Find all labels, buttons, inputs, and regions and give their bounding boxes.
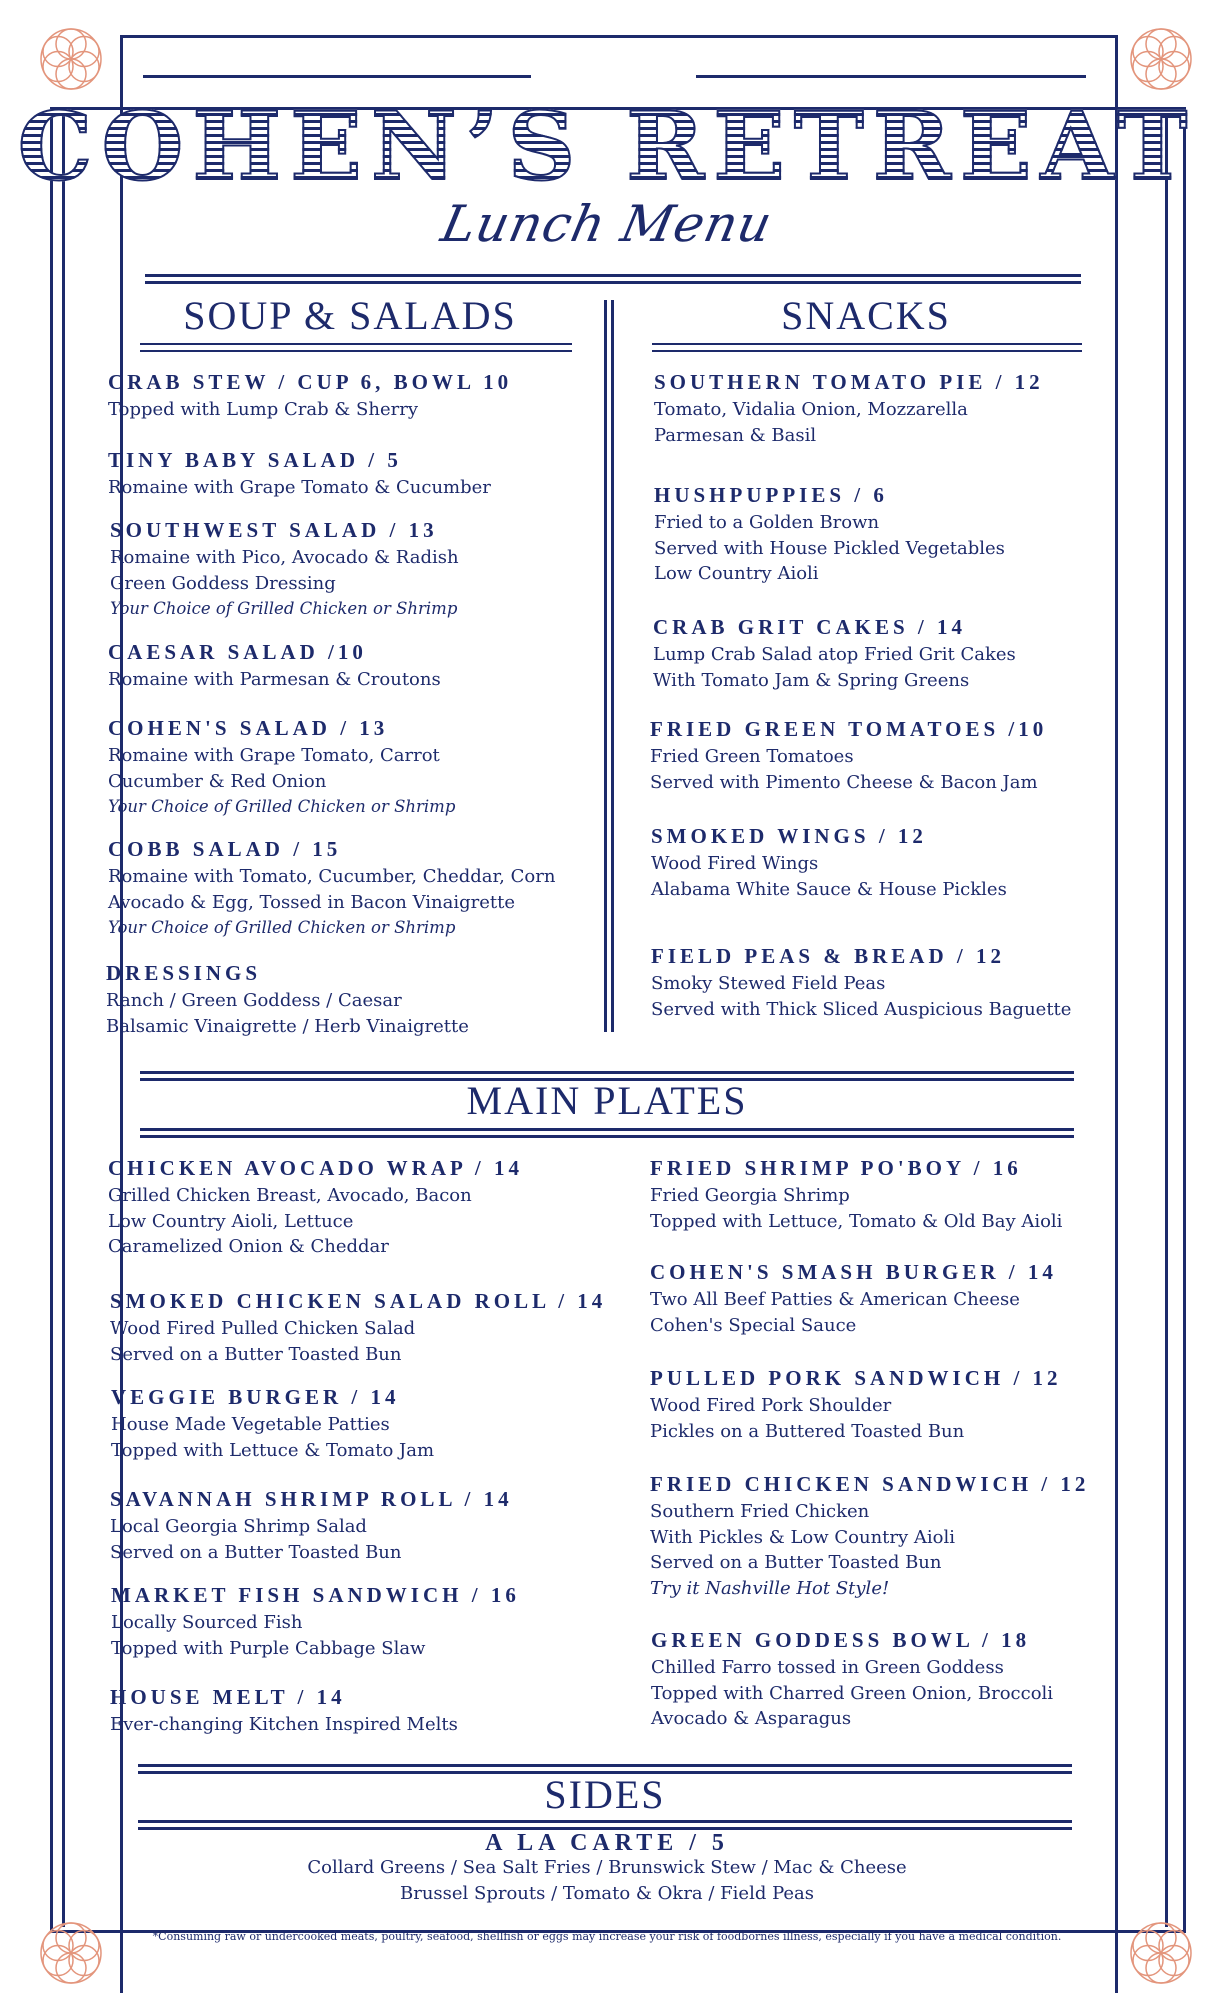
menu-item bbox=[110, 1484, 513, 1565]
divider bbox=[140, 343, 572, 345]
item-description: Low Country Aioli bbox=[654, 563, 819, 584]
menu-item bbox=[110, 1286, 606, 1367]
item-description: Avocado & Asparagus bbox=[651, 1708, 852, 1729]
item-name: SMOKED WINGS / 12 bbox=[651, 824, 927, 848]
sides-heading: A LA CARTE / 5 bbox=[485, 1830, 729, 1856]
item-description: Served with House Pickled Vegetables bbox=[654, 537, 1005, 559]
menu-item bbox=[108, 713, 455, 820]
item-description: Served on a Butter Toasted Bun bbox=[110, 1343, 402, 1365]
header-rule bbox=[143, 75, 531, 78]
item-description: Fried Green Tomatoes bbox=[650, 746, 854, 767]
footer-disclaimer: *Consuming raw or undercooked meats, poultry, seafood, shellfish or eggs may increase your risk of foodbornes illness, especially if you have a medical condition. bbox=[152, 1930, 1062, 1943]
item-name: CHICKEN AVOCADO WRAP / 14 bbox=[108, 1156, 524, 1180]
item-description: Fried to a Golden Brown bbox=[654, 512, 880, 533]
item-name: PULLED PORK SANDWICH / 12 bbox=[650, 1366, 1062, 1390]
section-title-mains: MAIN PLATES bbox=[466, 1078, 748, 1123]
divider bbox=[145, 281, 1081, 284]
sides-list: Collard Greens / Sea Salt Fries / Brunswick Stew / Mac & Cheese bbox=[307, 1857, 907, 1878]
item-name: SOUTHWEST SALAD / 13 bbox=[110, 518, 438, 542]
menu-item bbox=[651, 941, 1071, 1022]
item-name: TINY BABY SALAD / 5 bbox=[108, 448, 402, 472]
item-description: Grilled Chicken Breast, Avocado, Bacon bbox=[108, 1185, 472, 1206]
item-description: Romaine with Grape Tomato, Carrot bbox=[108, 745, 440, 766]
item-name: FRIED GREEN TOMATOES /10 bbox=[650, 717, 1048, 741]
item-name: FRIED CHICKEN SANDWICH / 12 bbox=[650, 1472, 1090, 1496]
menu-item bbox=[108, 1153, 523, 1260]
item-description: Tomato, Vidalia Onion, Mozzarella bbox=[654, 399, 968, 420]
item-description: Parmesan & Basil bbox=[654, 424, 817, 446]
item-description: House Made Vegetable Patties bbox=[111, 1414, 390, 1435]
menu-item bbox=[110, 1682, 458, 1738]
menu-item bbox=[653, 612, 1016, 693]
item-description: Wood Fired Pork Shoulder bbox=[650, 1395, 892, 1416]
menu-item bbox=[106, 958, 469, 1039]
menu-item bbox=[650, 714, 1047, 795]
menu-item bbox=[650, 1257, 1057, 1338]
divider bbox=[138, 1820, 1072, 1823]
item-description: Cucumber & Red Onion bbox=[108, 770, 327, 792]
item-name: FIELD PEAS & BREAD / 12 bbox=[651, 944, 1005, 968]
item-name: COHEN'S SALAD / 13 bbox=[108, 716, 389, 740]
menu-subtitle: Lunch Menu bbox=[436, 195, 778, 253]
menu-item bbox=[108, 445, 491, 501]
item-description: Green Goddess Dressing bbox=[110, 572, 336, 594]
menu-item bbox=[108, 367, 512, 423]
item-description: Pickles on a Buttered Toasted Bun bbox=[650, 1420, 965, 1442]
column-divider bbox=[611, 300, 614, 1032]
item-description: Local Georgia Shrimp Salad bbox=[110, 1516, 367, 1537]
menu-item bbox=[111, 1580, 520, 1661]
menu-item bbox=[654, 480, 1005, 587]
item-note: Your Choice of Grilled Chicken or Shrimp bbox=[108, 797, 456, 816]
item-description: Lump Crab Salad atop Fried Grit Cakes bbox=[653, 644, 1016, 665]
section-title-sides: SIDES bbox=[544, 1772, 666, 1817]
frame-right-rail bbox=[1165, 107, 1168, 1927]
menu-item bbox=[108, 834, 555, 941]
item-name: SAVANNAH SHRIMP ROLL / 14 bbox=[110, 1487, 513, 1511]
item-description: Topped with Lettuce, Tomato & Old Bay Aioli bbox=[650, 1210, 1063, 1232]
item-name: DRESSINGS bbox=[106, 961, 262, 985]
divider bbox=[145, 274, 1081, 277]
item-name: SMOKED CHICKEN SALAD ROLL / 14 bbox=[110, 1289, 607, 1313]
divider bbox=[140, 1071, 1074, 1074]
item-name: HUSHPUPPIES / 6 bbox=[654, 483, 888, 507]
item-description: Smoky Stewed Field Peas bbox=[651, 973, 886, 994]
item-name: CAESAR SALAD /10 bbox=[108, 640, 367, 664]
menu-item bbox=[654, 367, 1044, 448]
item-description: Ranch / Green Goddess / Caesar bbox=[106, 990, 402, 1011]
item-description: Low Country Aioli, Lettuce bbox=[108, 1210, 354, 1232]
item-description: Avocado & Egg, Tossed in Bacon Vinaigrette bbox=[108, 891, 516, 913]
sides-list: Brussel Sprouts / Tomato & Okra / Field Peas bbox=[399, 1883, 814, 1904]
item-description: With Tomato Jam & Spring Greens bbox=[653, 669, 970, 691]
menu-item bbox=[111, 1382, 434, 1463]
item-description: Caramelized Onion & Cheddar bbox=[108, 1236, 389, 1257]
item-description: Romaine with Grape Tomato & Cucumber bbox=[108, 477, 491, 498]
frame-left-rail bbox=[62, 107, 65, 1927]
item-description: Topped with Lump Crab & Sherry bbox=[108, 399, 419, 420]
menu-item bbox=[110, 515, 459, 622]
item-description: Topped with Lettuce & Tomato Jam bbox=[111, 1439, 435, 1461]
section-title-snacks: SNACKS bbox=[781, 293, 951, 338]
item-name: SOUTHERN TOMATO PIE / 12 bbox=[654, 370, 1044, 394]
rosette-ornament-icon bbox=[38, 26, 104, 92]
item-note: Try it Nashville Hot Style! bbox=[650, 1577, 890, 1599]
item-description: Cohen's Special Sauce bbox=[650, 1314, 857, 1336]
divider bbox=[140, 1128, 1074, 1131]
column-divider bbox=[604, 300, 607, 1032]
divider bbox=[140, 1135, 1074, 1138]
menu-item bbox=[651, 1625, 1053, 1732]
divider bbox=[140, 350, 572, 352]
divider bbox=[652, 350, 1082, 352]
item-name: HOUSE MELT / 14 bbox=[110, 1685, 346, 1709]
item-name: CRAB GRIT CAKES / 14 bbox=[653, 615, 966, 639]
item-name: COBB SALAD / 15 bbox=[108, 837, 342, 861]
item-name: CRAB STEW / CUP 6, BOWL 10 bbox=[108, 370, 513, 394]
item-description: Chilled Farro tossed in Green Goddess bbox=[651, 1657, 1004, 1678]
menu-item bbox=[650, 1469, 1089, 1601]
item-description: Southern Fried Chicken bbox=[650, 1501, 870, 1522]
divider bbox=[652, 343, 1082, 345]
menu-item bbox=[108, 637, 441, 693]
item-description: Balsamic Vinaigrette / Herb Vinaigrette bbox=[106, 1015, 469, 1037]
item-description: Ever-changing Kitchen Inspired Melts bbox=[110, 1714, 458, 1735]
item-description: Topped with Purple Cabbage Slaw bbox=[111, 1637, 426, 1659]
item-name: GREEN GODDESS BOWL / 18 bbox=[651, 1628, 1031, 1652]
item-note: Your Choice of Grilled Chicken or Shrimp bbox=[108, 918, 456, 937]
item-description: Two All Beef Patties & American Cheese bbox=[650, 1289, 1020, 1310]
item-name: VEGGIE BURGER / 14 bbox=[111, 1385, 400, 1409]
item-name: MARKET FISH SANDWICH / 16 bbox=[111, 1583, 520, 1607]
item-description: Romaine with Tomato, Cucumber, Cheddar, Corn bbox=[108, 866, 556, 887]
item-description: Romaine with Parmesan & Croutons bbox=[108, 669, 441, 690]
item-description: Alabama White Sauce & House Pickles bbox=[651, 878, 1007, 900]
item-name: FRIED SHRIMP PO'BOY / 16 bbox=[650, 1156, 1022, 1180]
item-description: Romaine with Pico, Avocado & Radish bbox=[110, 547, 459, 568]
item-description: Wood Fired Wings bbox=[651, 853, 819, 874]
menu-item bbox=[650, 1363, 1062, 1444]
item-description: Locally Sourced Fish bbox=[111, 1612, 303, 1633]
item-description: Served on a Butter Toasted Bun bbox=[650, 1552, 942, 1573]
item-description: Wood Fired Pulled Chicken Salad bbox=[110, 1318, 416, 1339]
divider bbox=[138, 1764, 1072, 1767]
restaurant-title: COHEN’S RETREAT bbox=[0, 92, 1214, 202]
item-description: Served on a Butter Toasted Bun bbox=[110, 1541, 402, 1563]
rosette-ornament-icon bbox=[1128, 26, 1194, 92]
menu-item bbox=[650, 1153, 1062, 1234]
item-note: Your Choice of Grilled Chicken or Shrimp bbox=[110, 599, 458, 618]
item-description: Fried Georgia Shrimp bbox=[650, 1185, 850, 1206]
menu-item bbox=[651, 821, 1007, 902]
item-name: COHEN'S SMASH BURGER / 14 bbox=[650, 1260, 1057, 1284]
item-description: Served with Pimento Cheese & Bacon Jam bbox=[650, 771, 1038, 793]
header-rule bbox=[696, 75, 1086, 78]
item-description: Served with Thick Sliced Auspicious Baguette bbox=[651, 998, 1072, 1020]
item-description: With Pickles & Low Country Aioli bbox=[650, 1526, 956, 1548]
section-title-soups: SOUP & SALADS bbox=[183, 293, 517, 338]
item-description: Topped with Charred Green Onion, Broccoli bbox=[651, 1682, 1054, 1704]
